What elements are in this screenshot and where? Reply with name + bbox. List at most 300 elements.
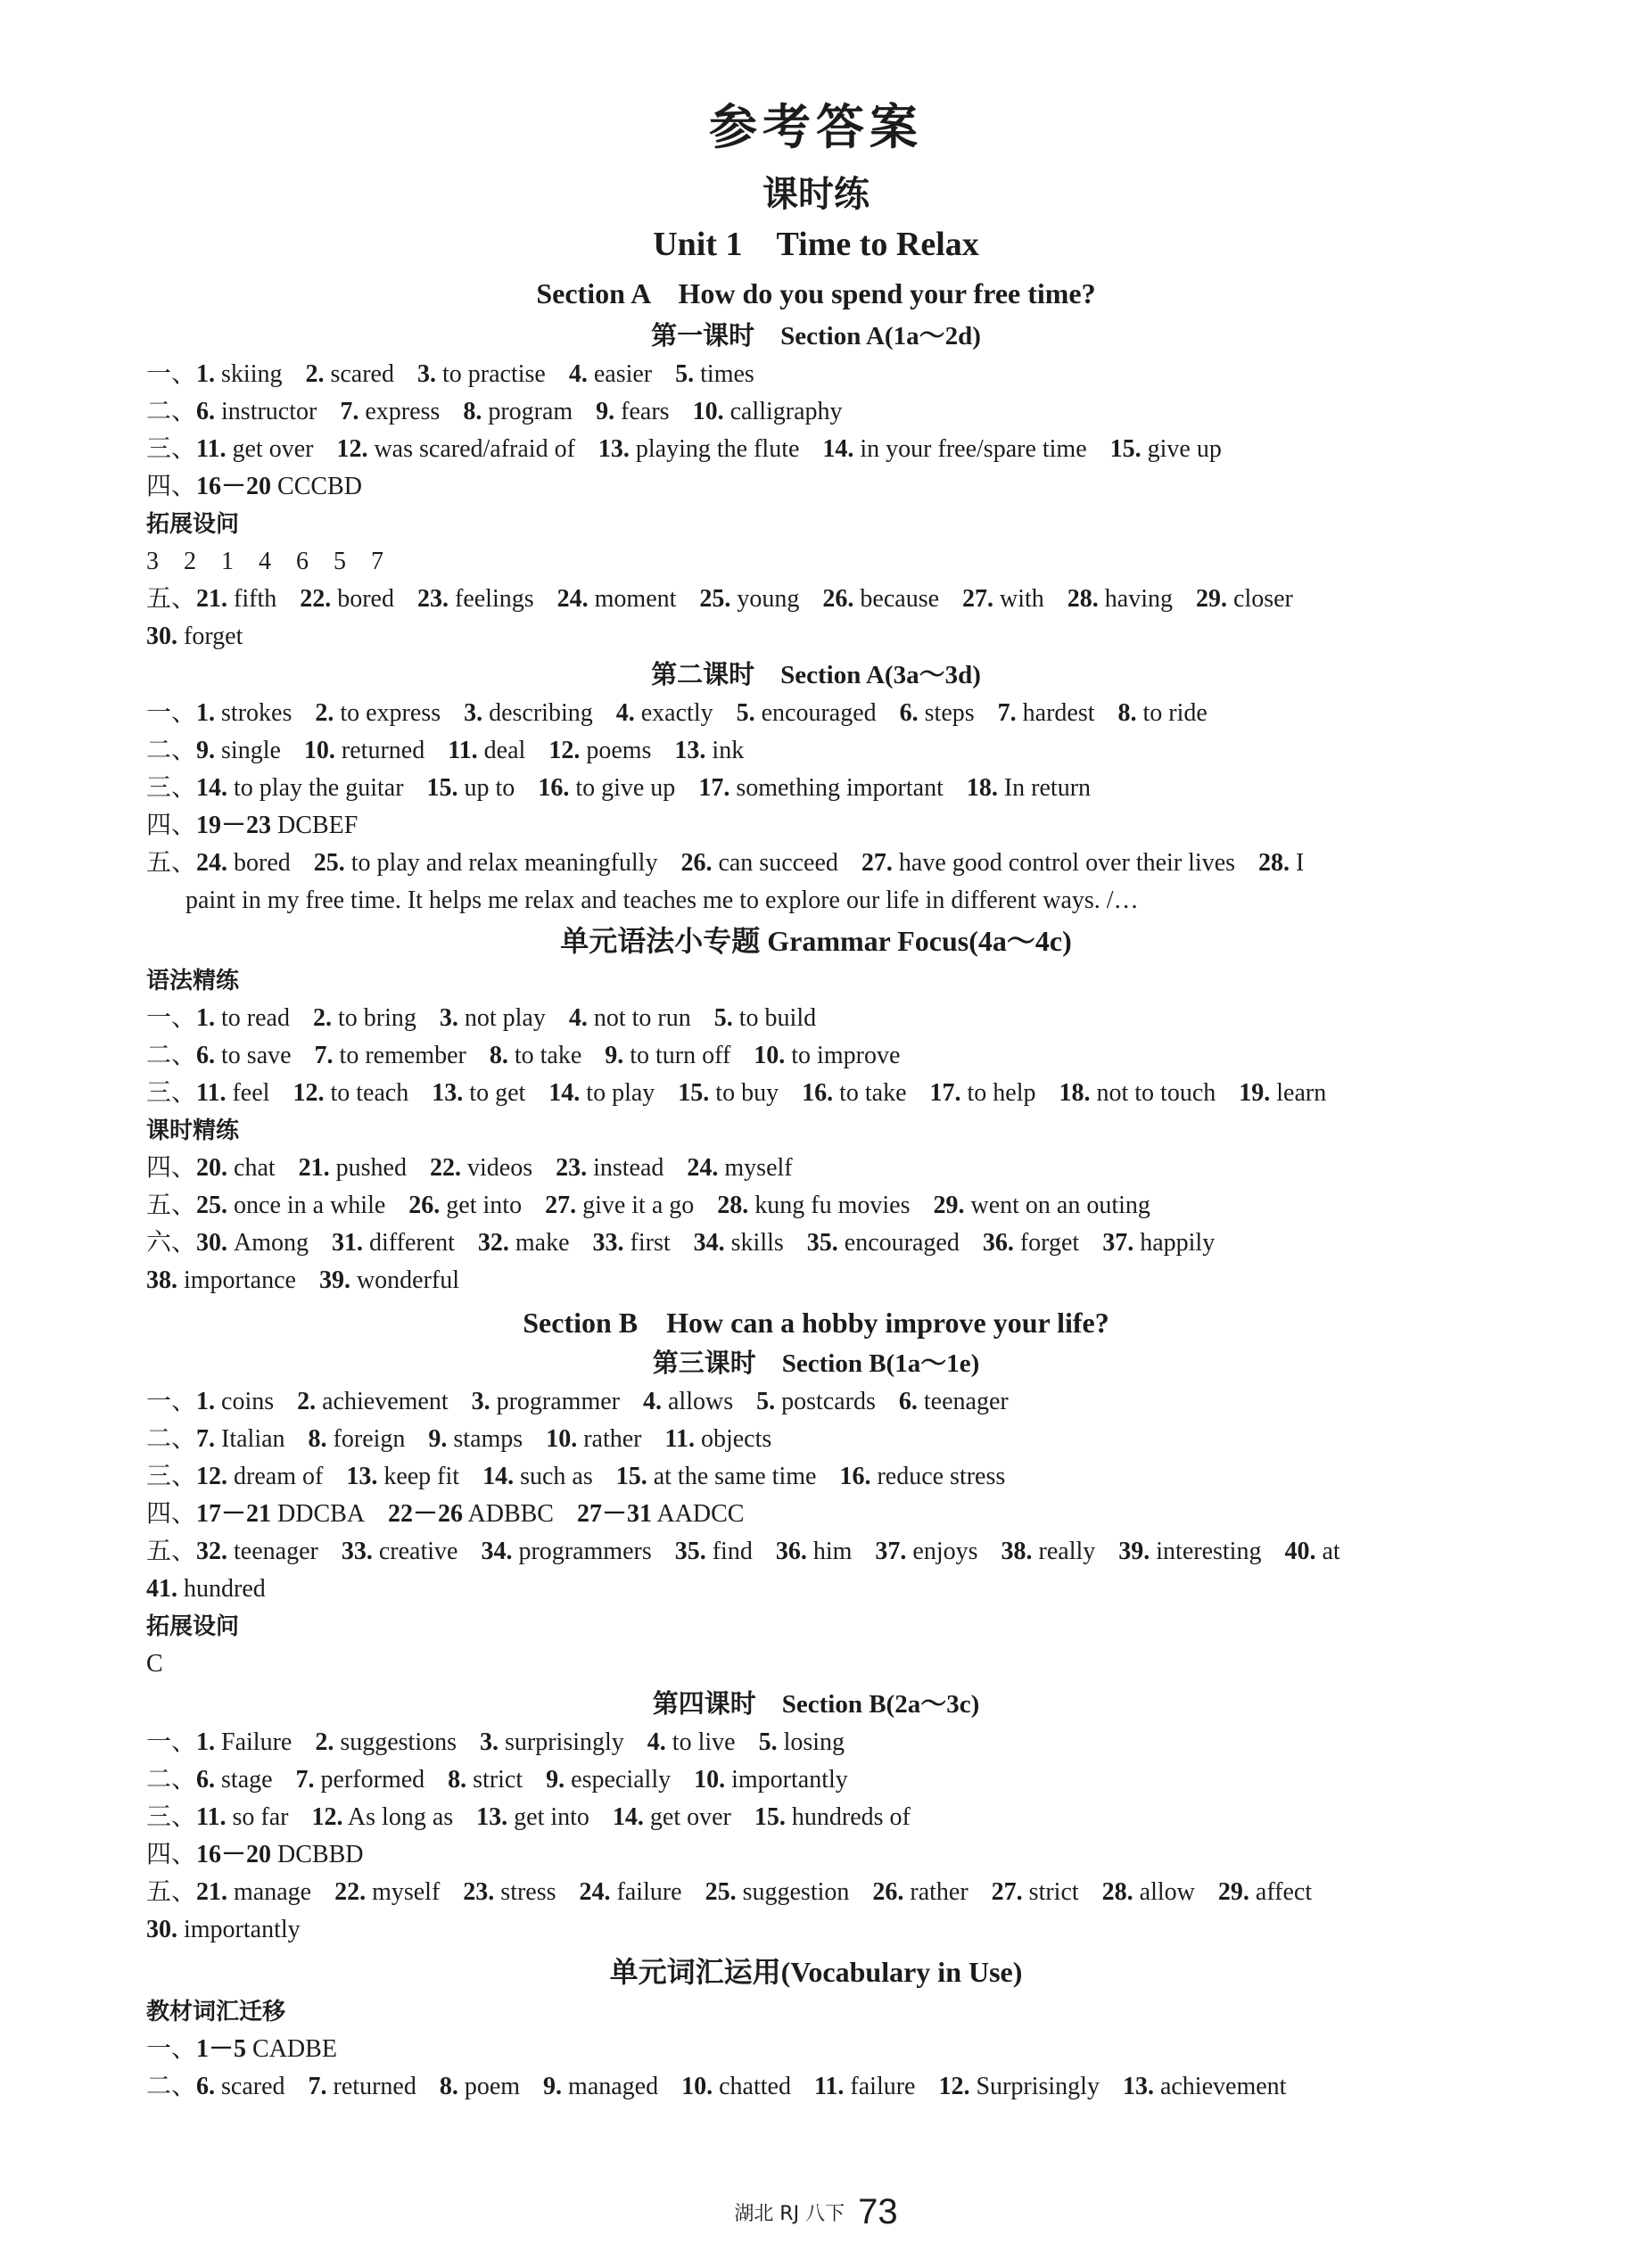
answer-item bbox=[448, 1766, 523, 1794]
answer-item bbox=[737, 699, 877, 727]
question-number: 15. bbox=[426, 774, 458, 802]
question-number: 5. bbox=[758, 1728, 778, 1756]
question-number: 37. bbox=[1102, 1229, 1134, 1257]
answer-text: kung fu movies bbox=[748, 1192, 911, 1219]
answer-text: to buy bbox=[709, 1079, 779, 1107]
answer-item bbox=[388, 1500, 554, 1528]
question-group-marker: 一、 bbox=[146, 1728, 197, 1756]
answer-text: performed bbox=[314, 1766, 425, 1794]
question-number: 14. bbox=[822, 435, 854, 463]
question-number: 38. bbox=[146, 1266, 177, 1294]
question-number: 14. bbox=[196, 774, 228, 802]
answer-text: steps bbox=[918, 699, 975, 727]
question-number: 11. bbox=[448, 737, 478, 764]
question-number: 7. bbox=[997, 699, 1017, 727]
answer-text: went on an outing bbox=[964, 1192, 1150, 1219]
answer-line bbox=[146, 733, 744, 769]
answer-item bbox=[545, 1192, 694, 1219]
answer-item bbox=[1218, 1878, 1312, 1906]
question-group-marker: 一、 bbox=[146, 1388, 197, 1415]
answer-item bbox=[705, 1878, 850, 1906]
question-number: 2. bbox=[315, 1728, 334, 1756]
question-number: 25. bbox=[313, 849, 345, 877]
answer-item bbox=[546, 1766, 671, 1794]
answer-item bbox=[315, 1728, 457, 1756]
answer-item bbox=[556, 1154, 664, 1182]
question-number: 1. bbox=[196, 1728, 216, 1756]
question-number: 1. bbox=[196, 1004, 216, 1032]
answer-text: to bring bbox=[331, 1004, 416, 1032]
answer-item bbox=[1001, 1538, 1096, 1565]
answer-line bbox=[146, 2069, 1286, 2105]
question-number: 2. bbox=[312, 1004, 332, 1032]
answer-text: managed bbox=[562, 2073, 659, 2100]
answer-text: failure bbox=[844, 2073, 916, 2100]
question-number: 14. bbox=[482, 1463, 515, 1490]
answer-text: enjoys bbox=[906, 1538, 978, 1565]
question-number: 14. bbox=[548, 1079, 581, 1107]
question-number: 11. bbox=[813, 2073, 845, 2100]
vocab-label: 教材词汇迁移 bbox=[146, 1999, 286, 2025]
question-number: 24. bbox=[687, 1154, 719, 1182]
answer-item bbox=[146, 1229, 309, 1257]
question-number: 6. bbox=[196, 1766, 216, 1794]
answer-text: DDCBA bbox=[271, 1500, 366, 1528]
answer-text: hundred bbox=[177, 1575, 266, 1603]
question-number: 36. bbox=[775, 1538, 807, 1565]
question-number: 29. bbox=[1217, 1878, 1249, 1906]
question-number: 1. bbox=[196, 1388, 216, 1415]
question-number: 25. bbox=[699, 585, 731, 613]
lesson-practice-label: 课时精练 bbox=[146, 1118, 240, 1144]
answer-item bbox=[983, 1229, 1079, 1257]
question-number: 26. bbox=[408, 1192, 441, 1219]
question-number: 5. bbox=[713, 1004, 733, 1032]
question-number: 23. bbox=[556, 1154, 588, 1182]
answer-item bbox=[875, 1538, 977, 1565]
answer-text: myself bbox=[718, 1154, 793, 1182]
answer-text: pushed bbox=[329, 1154, 407, 1182]
question-number: 6. bbox=[898, 1388, 918, 1415]
answer-text: affect bbox=[1249, 1878, 1313, 1906]
answer-item bbox=[146, 1878, 311, 1906]
answer-item bbox=[340, 398, 440, 425]
question-group-marker: 六、 bbox=[146, 1229, 197, 1257]
question-number: 13. bbox=[476, 1803, 508, 1831]
answer-text: suggestion bbox=[736, 1878, 850, 1906]
question-number: 26. bbox=[680, 849, 713, 877]
question-number: 13. bbox=[1122, 2073, 1154, 2100]
answer-text: first bbox=[623, 1229, 671, 1257]
answer-text: DCBBD bbox=[271, 1841, 364, 1868]
answer-item bbox=[342, 1538, 458, 1565]
answer-item bbox=[146, 623, 243, 650]
answer-continuation: paint in my free time. It helps me relax and teaches me to explore our life in different ways. /… bbox=[185, 887, 1139, 914]
question-number: 13. bbox=[432, 1079, 464, 1107]
answer-text: skiing bbox=[215, 360, 283, 388]
question-number: 22. bbox=[429, 1154, 461, 1182]
lesson1-title: 第一课时 Section A(1a～2d) bbox=[651, 322, 981, 351]
answer-item bbox=[146, 699, 292, 727]
answer-text: bored bbox=[331, 585, 394, 613]
answer-text: fears bbox=[614, 398, 670, 425]
question-number: 8. bbox=[1117, 699, 1137, 727]
answer-item bbox=[998, 699, 1095, 727]
question-number: 9. bbox=[546, 1766, 565, 1794]
question-number: 19. bbox=[1239, 1079, 1271, 1107]
question-number: 32. bbox=[196, 1538, 228, 1565]
question-number: 7. bbox=[196, 1425, 216, 1453]
answer-item bbox=[694, 1766, 848, 1794]
answer-item bbox=[482, 1463, 593, 1490]
answer-item bbox=[992, 1878, 1079, 1906]
answer-item bbox=[478, 1229, 570, 1257]
question-number: 3. bbox=[471, 1388, 490, 1415]
answer-item bbox=[146, 1575, 266, 1603]
question-number: 7. bbox=[340, 398, 359, 425]
question-group-marker: 三、 bbox=[146, 1079, 197, 1107]
answer-text: happily bbox=[1133, 1229, 1216, 1257]
answer-text: feelings bbox=[449, 585, 534, 613]
answer-text: young bbox=[730, 585, 800, 613]
answer-item bbox=[1059, 1079, 1216, 1107]
answer-item bbox=[687, 1154, 792, 1182]
answer-item bbox=[756, 1388, 876, 1415]
answer-item bbox=[430, 1154, 532, 1182]
answer-text: to remember bbox=[333, 1042, 466, 1069]
question-number: 23. bbox=[417, 585, 449, 613]
answer-item bbox=[839, 1463, 1005, 1490]
answer-item bbox=[408, 1192, 522, 1219]
answer-item bbox=[1284, 1538, 1339, 1565]
answer-item bbox=[776, 1538, 853, 1565]
answer-item bbox=[146, 360, 282, 388]
question-number: 12. bbox=[196, 1463, 228, 1490]
question-number: 3. bbox=[464, 699, 483, 727]
answer-text: myself bbox=[366, 1878, 441, 1906]
answer-item bbox=[448, 737, 525, 764]
question-number: 41. bbox=[146, 1575, 177, 1603]
question-number: 29. bbox=[1196, 585, 1228, 613]
answer-text: to play and relax meaningfully bbox=[344, 849, 658, 877]
question-group-marker: 一、 bbox=[146, 699, 197, 727]
answer-text: surprisingly bbox=[499, 1728, 624, 1756]
answer-item bbox=[872, 1878, 968, 1906]
answer-text: give up bbox=[1141, 435, 1222, 463]
answer-item bbox=[146, 774, 404, 802]
answer-item bbox=[146, 2035, 337, 2063]
question-group-marker: 四、 bbox=[146, 1154, 197, 1182]
answer-item bbox=[309, 2073, 416, 2100]
answer-item bbox=[613, 1803, 731, 1831]
answer-text: wonderful bbox=[350, 1266, 460, 1294]
question-group-marker: 四、 bbox=[146, 473, 197, 500]
answer-text: achievement bbox=[316, 1388, 449, 1415]
answer-line bbox=[146, 845, 1304, 881]
question-group-marker: 一、 bbox=[146, 360, 197, 388]
question-group-marker: 四、 bbox=[146, 1841, 197, 1868]
answer-item bbox=[693, 398, 843, 425]
answer-text: Surprisingly bbox=[969, 2073, 1100, 2100]
answer-text: at the same time bbox=[647, 1463, 817, 1490]
answer-text: objects bbox=[694, 1425, 772, 1453]
answer-line bbox=[146, 1912, 301, 1948]
answer-text: DCBEF bbox=[271, 812, 359, 839]
question-number: 6. bbox=[196, 398, 216, 425]
question-number: 25. bbox=[705, 1878, 737, 1906]
answer-text: at bbox=[1315, 1538, 1340, 1565]
answer-item bbox=[861, 849, 1235, 877]
answer-text: AADCC bbox=[652, 1500, 745, 1528]
answer-item bbox=[146, 737, 281, 764]
question-group-marker: 五、 bbox=[146, 585, 197, 613]
answer-item bbox=[146, 1042, 292, 1069]
grammar-label: 语法精练 bbox=[146, 968, 240, 994]
answer-line bbox=[146, 394, 843, 430]
question-number: 27. bbox=[861, 849, 893, 877]
answer-line bbox=[146, 1725, 845, 1761]
question-number: 9. bbox=[428, 1425, 448, 1453]
answer-item bbox=[616, 1463, 817, 1490]
answer-item bbox=[146, 1266, 296, 1294]
answer-text: CCCBD bbox=[271, 473, 362, 500]
question-group-marker: 三、 bbox=[146, 1803, 197, 1831]
answer-item bbox=[569, 360, 652, 388]
answer-line bbox=[146, 696, 1208, 731]
answer-item bbox=[146, 1079, 269, 1107]
answer-item bbox=[675, 1538, 753, 1565]
answer-item bbox=[616, 699, 713, 727]
answer-text: to live bbox=[665, 1728, 736, 1756]
question-number: 37. bbox=[875, 1538, 907, 1565]
answer-text: poems bbox=[580, 737, 652, 764]
answer-item bbox=[299, 1154, 407, 1182]
answer-item bbox=[759, 1728, 845, 1756]
lesson3-title: 第三课时 Section B(1a～1e) bbox=[652, 1349, 980, 1378]
answer-item bbox=[548, 1079, 655, 1107]
answer-item bbox=[1196, 585, 1293, 613]
answer-text: to help bbox=[960, 1079, 1036, 1107]
answer-text: have good control over their lives bbox=[892, 849, 1236, 877]
answer-text: to improve bbox=[785, 1042, 901, 1069]
answer-item bbox=[490, 1042, 581, 1069]
answer-text: such as bbox=[514, 1463, 593, 1490]
answer-text: postcards bbox=[775, 1388, 876, 1415]
question-group-marker: 三、 bbox=[146, 435, 197, 463]
answer-text: to build bbox=[732, 1004, 817, 1032]
answer-text: stress bbox=[494, 1878, 556, 1906]
answer-line bbox=[146, 1762, 848, 1798]
question-number: 18. bbox=[966, 774, 998, 802]
answer-text: encouraged bbox=[837, 1229, 960, 1257]
question-number: 30. bbox=[146, 1916, 177, 1943]
answer-item bbox=[146, 1841, 364, 1868]
answer-item bbox=[754, 1042, 900, 1069]
answer-item bbox=[694, 1229, 784, 1257]
answer-line bbox=[146, 432, 1222, 467]
unit-title: Unit 1 Time to Relax bbox=[653, 226, 979, 263]
question-number: 28. bbox=[1258, 849, 1290, 877]
question-number: 11. bbox=[196, 1803, 227, 1831]
answer-text: moment bbox=[588, 585, 677, 613]
question-group-marker: 二、 bbox=[146, 737, 197, 764]
answer-text: calligraphy bbox=[723, 398, 843, 425]
answer-line bbox=[146, 1875, 1312, 1910]
answer-text: him bbox=[806, 1538, 853, 1565]
answer-item bbox=[1118, 1538, 1261, 1565]
answer-text: programmer bbox=[490, 1388, 620, 1415]
answer-text: hundreds of bbox=[785, 1803, 911, 1831]
answer-text: dream of bbox=[227, 1463, 324, 1490]
answer-text: program bbox=[482, 398, 573, 425]
answer-item bbox=[675, 360, 754, 388]
answer-text: to get bbox=[463, 1079, 526, 1107]
answer-item bbox=[146, 2073, 285, 2100]
answer-item bbox=[605, 1042, 730, 1069]
question-group-marker: 五、 bbox=[146, 1192, 197, 1219]
answer-item bbox=[698, 774, 944, 802]
answer-item bbox=[417, 585, 534, 613]
question-number: 2. bbox=[315, 699, 334, 727]
question-group-marker: 二、 bbox=[146, 1425, 197, 1453]
question-group-marker: 一、 bbox=[146, 1004, 197, 1032]
answer-text: foreign bbox=[326, 1425, 406, 1453]
question-number: 28. bbox=[1067, 585, 1099, 613]
answer-text: to ride bbox=[1136, 699, 1208, 727]
answer-item bbox=[593, 1229, 671, 1257]
answer-item bbox=[346, 1463, 459, 1490]
question-number: 16－20 bbox=[196, 1841, 272, 1868]
answer-text: scared bbox=[215, 2073, 285, 2100]
answer-item bbox=[481, 1538, 651, 1565]
answer-text: to give up bbox=[569, 774, 676, 802]
question-number: 15. bbox=[678, 1079, 710, 1107]
question-number: 13. bbox=[598, 435, 630, 463]
answer-text: give it a go bbox=[576, 1192, 695, 1219]
answer-line bbox=[146, 1384, 1009, 1420]
question-number: 7. bbox=[308, 2073, 327, 2100]
answer-item bbox=[1102, 1229, 1215, 1257]
question-number: 36. bbox=[982, 1229, 1014, 1257]
answer-text: not play bbox=[457, 1004, 546, 1032]
question-number: 4. bbox=[615, 699, 635, 727]
answer-item bbox=[681, 2073, 791, 2100]
subtitle: 课时练 bbox=[762, 174, 870, 214]
answer-text: to take bbox=[507, 1042, 582, 1069]
question-group-marker: 二、 bbox=[146, 1766, 197, 1794]
answer-item bbox=[428, 1425, 523, 1453]
question-number: 17. bbox=[698, 774, 730, 802]
question-group-marker: 四、 bbox=[146, 1500, 197, 1528]
question-number: 14. bbox=[612, 1803, 644, 1831]
answer-item bbox=[315, 699, 441, 727]
answer-item bbox=[427, 774, 515, 802]
answer-text: importantly bbox=[177, 1916, 301, 1943]
page-number: 73 bbox=[858, 2192, 898, 2231]
question-number: 15. bbox=[754, 1803, 786, 1831]
question-number: 1－5 bbox=[196, 2035, 247, 2063]
question-number: 26. bbox=[872, 1878, 904, 1906]
answer-item bbox=[313, 1004, 416, 1032]
question-number: 5. bbox=[675, 360, 695, 388]
answer-text: because bbox=[853, 585, 940, 613]
answer-text: to take bbox=[833, 1079, 907, 1107]
question-number: 18. bbox=[1059, 1079, 1091, 1107]
answer-item bbox=[822, 435, 1086, 463]
answer-text: with bbox=[993, 585, 1044, 613]
question-number: 22. bbox=[334, 1878, 367, 1906]
answer-item bbox=[146, 1728, 292, 1756]
question-number: 24. bbox=[579, 1878, 611, 1906]
answer-item bbox=[714, 1004, 816, 1032]
question-number: 10. bbox=[694, 1766, 726, 1794]
answer-item bbox=[146, 1425, 285, 1453]
answer-item bbox=[802, 1079, 906, 1107]
answer-item bbox=[1110, 435, 1222, 463]
answer-line bbox=[146, 1038, 900, 1074]
answer-text: in your free/spare time bbox=[853, 435, 1087, 463]
answer-text: poem bbox=[457, 2073, 521, 2100]
answer-text: suggestions bbox=[334, 1728, 457, 1756]
question-number: 13. bbox=[346, 1463, 378, 1490]
question-group-marker: 三、 bbox=[146, 774, 197, 802]
lesson2-title: 第二课时 Section A(3a～3d) bbox=[651, 661, 981, 689]
answer-line bbox=[146, 1263, 459, 1299]
question-number: 21. bbox=[298, 1154, 330, 1182]
question-group-marker: 五、 bbox=[146, 1538, 197, 1565]
answer-item bbox=[146, 1463, 323, 1490]
answer-item bbox=[146, 1154, 276, 1182]
answer-item bbox=[1118, 699, 1208, 727]
answer-text: creative bbox=[372, 1538, 458, 1565]
question-number: 30. bbox=[146, 623, 177, 650]
question-number: 26. bbox=[822, 585, 854, 613]
answer-item bbox=[596, 398, 669, 425]
answer-item bbox=[146, 812, 358, 839]
question-number: 11. bbox=[664, 1425, 695, 1453]
question-number: 9. bbox=[196, 737, 216, 764]
question-number: 3. bbox=[417, 360, 436, 388]
answer-text: Among bbox=[227, 1229, 309, 1257]
answer-line bbox=[146, 581, 1293, 617]
answer-item bbox=[647, 1728, 736, 1756]
question-number: 32. bbox=[477, 1229, 509, 1257]
answer-item bbox=[463, 1878, 556, 1906]
answer-item bbox=[305, 360, 394, 388]
answer-text: get over bbox=[226, 435, 314, 463]
question-number: 11. bbox=[196, 435, 227, 463]
answer-text: once in a while bbox=[227, 1192, 386, 1219]
answer-line bbox=[146, 1188, 1150, 1224]
answer-item bbox=[938, 2073, 1099, 2100]
question-number: 12. bbox=[336, 435, 368, 463]
question-group-marker: 五、 bbox=[146, 1878, 197, 1906]
answer-line bbox=[146, 619, 243, 655]
question-number: 17－21 bbox=[196, 1500, 272, 1528]
question-number: 12. bbox=[548, 737, 581, 764]
question-number: 29. bbox=[933, 1192, 965, 1219]
question-number: 22－26 bbox=[388, 1500, 464, 1528]
question-number: 25. bbox=[196, 1192, 228, 1219]
question-number: 8. bbox=[489, 1042, 508, 1069]
answer-text: videos bbox=[460, 1154, 533, 1182]
answer-text: losing bbox=[777, 1728, 845, 1756]
answer-text: really bbox=[1032, 1538, 1096, 1565]
question-number: 21. bbox=[196, 1878, 228, 1906]
answer-text: instructor bbox=[215, 398, 317, 425]
question-number: 16. bbox=[538, 774, 570, 802]
question-number: 24. bbox=[556, 585, 589, 613]
